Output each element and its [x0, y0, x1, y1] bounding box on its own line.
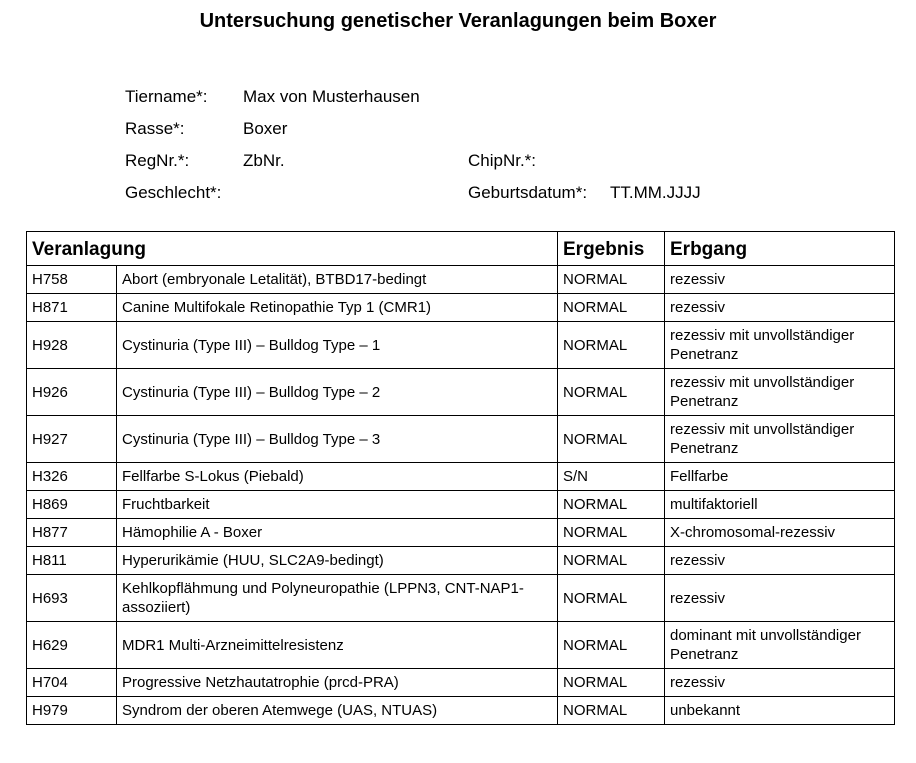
cell-code: H758	[27, 266, 117, 294]
cell-inheritance: rezessiv mit unvollständiger Penetranz	[665, 369, 895, 416]
cell-code: H979	[27, 697, 117, 725]
birth-value: TT.MM.JJJJ	[610, 183, 701, 202]
cell-result: NORMAL	[558, 294, 665, 322]
cell-code: H869	[27, 491, 117, 519]
breed-label: Rasse*:	[125, 119, 185, 138]
cell-inheritance: multifaktoriell	[665, 491, 895, 519]
cell-code: H704	[27, 669, 117, 697]
cell-name: Hämophilie A - Boxer	[117, 519, 558, 547]
cell-name: MDR1 Multi-Arzneimittelresistenz	[117, 622, 558, 669]
cell-inheritance: dominant mit unvollständiger Penetranz	[665, 622, 895, 669]
cell-code: H693	[27, 575, 117, 622]
cell-result: NORMAL	[558, 669, 665, 697]
table-row	[27, 547, 895, 575]
table-row	[27, 266, 895, 294]
cell-result: NORMAL	[558, 622, 665, 669]
cell-code: H629	[27, 622, 117, 669]
cell-inheritance: rezessiv	[665, 547, 895, 575]
table-row	[27, 697, 895, 725]
sex-label: Geschlecht*:	[125, 183, 222, 202]
cell-name: Cystinuria (Type III) – Bulldog Type – 2	[117, 369, 558, 416]
reg-label: RegNr.*:	[125, 151, 190, 170]
cell-name: Fellfarbe S-Lokus (Piebald)	[117, 463, 558, 491]
cell-result: NORMAL	[558, 547, 665, 575]
table-row	[27, 463, 895, 491]
cell-code: H926	[27, 369, 117, 416]
cell-name: Fruchtbarkeit	[117, 491, 558, 519]
table-row	[27, 669, 895, 697]
table-row	[27, 322, 895, 369]
page-title: Untersuchung genetischer Veranlagungen beim Boxer	[199, 10, 717, 32]
table-row	[27, 575, 895, 622]
cell-inheritance: rezessiv mit unvollständiger Penetranz	[665, 322, 895, 369]
cell-inheritance: X-chromosomal-rezessiv	[665, 519, 895, 547]
results-table	[26, 231, 895, 725]
table-row	[27, 622, 895, 669]
cell-result: NORMAL	[558, 322, 665, 369]
cell-code: H326	[27, 463, 117, 491]
cell-result: NORMAL	[558, 519, 665, 547]
cell-inheritance: rezessiv	[665, 669, 895, 697]
cell-result: NORMAL	[558, 575, 665, 622]
breed-value: Boxer	[243, 119, 288, 138]
cell-name: Hyperurikämie (HUU, SLC2A9-bedingt)	[117, 547, 558, 575]
cell-name: Abort (embryonale Letalität), BTBD17-bedingt	[117, 266, 558, 294]
table-row	[27, 369, 895, 416]
cell-code: H928	[27, 322, 117, 369]
table-row	[27, 491, 895, 519]
cell-result: NORMAL	[558, 266, 665, 294]
cell-code: H877	[27, 519, 117, 547]
table-row	[27, 519, 895, 547]
cell-code: H811	[27, 547, 117, 575]
name-label: Tiername*:	[125, 87, 208, 106]
cell-name: Cystinuria (Type III) – Bulldog Type – 3	[117, 416, 558, 463]
cell-result: NORMAL	[558, 697, 665, 725]
cell-inheritance: Fellfarbe	[665, 463, 895, 491]
cell-name: Canine Multifokale Retinopathie Typ 1 (CMR1)	[117, 294, 558, 322]
cell-name: Progressive Netzhautatrophie (prcd-PRA)	[117, 669, 558, 697]
header-ergebnis: Ergebnis	[558, 232, 665, 266]
table-row	[27, 294, 895, 322]
header-veranlagung: Veranlagung	[27, 232, 558, 266]
table-header-row	[27, 232, 895, 266]
cell-code: H927	[27, 416, 117, 463]
cell-name: Syndrom der oberen Atemwege (UAS, NTUAS)	[117, 697, 558, 725]
table-row	[27, 416, 895, 463]
cell-inheritance: rezessiv	[665, 575, 895, 622]
cell-inheritance: rezessiv	[665, 266, 895, 294]
cell-result: NORMAL	[558, 416, 665, 463]
chip-label: ChipNr.*:	[468, 151, 537, 170]
cell-result: S/N	[558, 463, 665, 491]
header-erbgang: Erbgang	[665, 232, 895, 266]
cell-inheritance: rezessiv	[665, 294, 895, 322]
reg-value: ZbNr.	[243, 151, 285, 170]
cell-result: NORMAL	[558, 369, 665, 416]
cell-name: Kehlkopflähmung und Polyneuropathie (LPPN3, CNT-NAP1-assoziiert)	[117, 575, 558, 622]
birth-label: Geburtsdatum*:	[468, 183, 588, 202]
cell-name: Cystinuria (Type III) – Bulldog Type – 1	[117, 322, 558, 369]
cell-code: H871	[27, 294, 117, 322]
cell-result: NORMAL	[558, 491, 665, 519]
cell-inheritance: rezessiv mit unvollständiger Penetranz	[665, 416, 895, 463]
cell-inheritance: unbekannt	[665, 697, 895, 725]
name-value: Max von Musterhausen	[243, 87, 420, 106]
